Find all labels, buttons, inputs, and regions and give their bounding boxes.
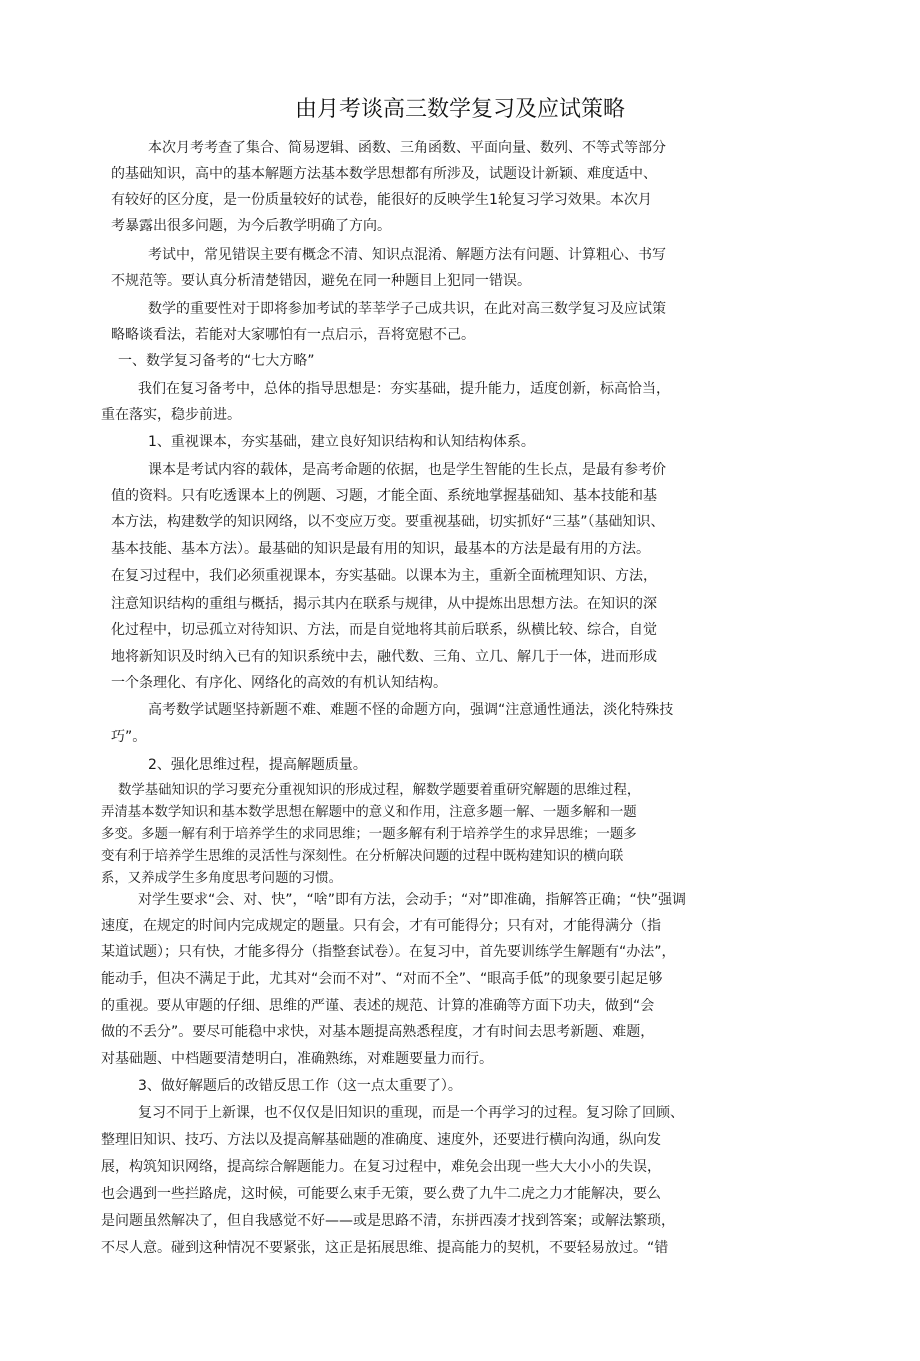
text-line: 课本是考试内容的载体，是高考命题的依据，也是学生智能的生长点，是最有参考价 bbox=[148, 462, 666, 478]
text-line: 高考数学试题坚持新题不难、难题不怪的命题方向，强调“注意通性通法，淡化特殊技 bbox=[148, 702, 674, 718]
text-line: 略略谈看法，若能对大家哪怕有一点启示，吾将宽慰不己。 bbox=[111, 327, 475, 343]
text-line: 基本技能、基本方法）。最基础的知识是最有用的知识，最基本的方法是最有用的方法。 bbox=[111, 541, 650, 557]
page-title: 由月考谈高三数学复习及应试策略 bbox=[294, 97, 625, 122]
text-line: 本次月考考查了集合、简易逻辑、函数、三角函数、平面向量、数列、不等式等部分 bbox=[148, 140, 666, 156]
text-line: 数学基础知识的学习要充分重视知识的形成过程，解数学题要着重研究解题的思维过程， bbox=[118, 783, 641, 798]
section-heading: 一、数学复习备考的“七大方略” bbox=[118, 353, 315, 369]
text-line: 本方法，构建数学的知识网络，以不变应万变。要重视基础，切实抓好“三基”（基础知识、 bbox=[111, 514, 665, 530]
text-line: 能动手，但决不满足于此，尤其对“会而不对”、“对而不全”、“眼高手低”的现象要引起足够 bbox=[101, 971, 663, 987]
text-line: 变有利于培养学生思维的灵活性与深刻性。在分析解决问题的过程中既构建知识的横向联 bbox=[101, 849, 624, 864]
text-line: 注意知识结构的重组与概括，揭示其内在联系与规律，从中提炼出思想方法。在知识的深 bbox=[111, 596, 657, 612]
text-line: 也会遇到一些拦路虎，这时候，可能要么束手无策，要么费了九牛二虎之力才能解决，要么 bbox=[101, 1186, 661, 1202]
text-line: 复习不同于上新课，也不仅仅是旧知识的重现，而是一个再学习的过程。复习除了回顾、 bbox=[138, 1105, 684, 1121]
text-line: 的基础知识，高中的基本解题方法基本数学思想都有所涉及，试题设计新颖、难度适中、 bbox=[111, 166, 657, 182]
text-line: 考暴露出很多问题，为今后教学明确了方向。 bbox=[111, 218, 391, 234]
text-line: 某道试题）；只有快，才能多得分（指整套试卷）。在复习中，首先要训练学生解题有“办法”， bbox=[101, 944, 676, 960]
text-line: 一个条理化、有序化、网络化的高效的有机认知结构。 bbox=[111, 675, 447, 691]
text-line: 地将新知识及时纳入已有的知识系统中去，融代数、三角、立几、解几于一体，进而形成 bbox=[111, 649, 657, 665]
subsection-heading: 1、重视课本，夯实基础，建立良好知识结构和认知结构体系。 bbox=[148, 434, 535, 450]
text-line: 巧”。 bbox=[111, 729, 147, 745]
text-line: 值的资料。只有吃透课本上的例题、习题，才能全面、系统地掌握基础知、基本技能和基 bbox=[111, 488, 657, 504]
text-line: 考试中，常见错误主要有概念不清、知识点混淆、解题方法有问题、计算粗心、书写 bbox=[148, 247, 666, 263]
text-line: 对基础题、中档题要清楚明白，准确熟练，对难题要量力而行。 bbox=[101, 1051, 493, 1067]
text-line: 有较好的区分度，是一份质量较好的试卷，能很好的反映学生1轮复习学习效果。本次月 bbox=[111, 192, 652, 208]
text-line: 多变。多题一解有利于培养学生的求同思维；一题多解有利于培养学生的求异思维；一题多 bbox=[101, 827, 637, 842]
text-line: 数学的重要性对于即将参加考试的莘莘学子己成共识，在此对高三数学复习及应试策 bbox=[148, 301, 666, 317]
subsection-heading: 2、强化思维过程，提高解题质量。 bbox=[148, 757, 367, 773]
text-line: 在复习过程中，我们必须重视课本，夯实基础。以课本为主，重新全面梳理知识、方法， bbox=[111, 568, 657, 584]
text-line: 是问题虽然解决了，但自我感觉不好——或是思路不清，东拼西凑才找到答案；或解法繁琐， bbox=[101, 1213, 675, 1229]
text-line: 做的不丢分”。要尽可能稳中求快，对基本题提高熟悉程度，才有时间去思考新题、难题， bbox=[101, 1024, 655, 1040]
text-line: 系，又养成学生多角度思考问题的习惯。 bbox=[101, 871, 343, 886]
text-line: 我们在复习备考中，总体的指导思想是：夯实基础，提升能力，适度创新，标高恰当， bbox=[138, 381, 670, 397]
text-line: 对学生要求“会、对、快”，“啥”即有方法，会动手；“对”即准确，指解答正确；“快”强调 bbox=[138, 892, 687, 908]
text-line: 化过程中，切忌孤立对待知识、方法，而是自觉地将其前后联系，纵横比较、综合，自觉 bbox=[111, 622, 657, 638]
text-line: 不尽人意。碰到这种情况不要紧张，这正是拓展思维、提高能力的契机，不要轻易放过。“错 bbox=[101, 1240, 669, 1256]
text-line: 弄清基本数学知识和基本数学思想在解题中的意义和作用，注意多题一解、一题多解和一题 bbox=[101, 805, 637, 820]
text-line: 的重视。要从审题的仔细、思维的严谨、表述的规范、计算的准确等方面下功夫，做到“会 bbox=[101, 998, 655, 1014]
subsection-heading: 3、做好解题后的改错反思工作（这一点太重要了）。 bbox=[138, 1078, 462, 1094]
text-line: 重在落实，稳步前进。 bbox=[101, 407, 241, 423]
text-line: 不规范等。要认真分析清楚错因，避免在同一种题目上犯同一错误。 bbox=[111, 273, 531, 289]
text-line: 整理旧知识、技巧、方法以及提高解基础题的准确度、速度外，还要进行横向沟通，纵向发 bbox=[101, 1132, 661, 1148]
text-line: 展，构筑知识网络，提高综合解题能力。在复习过程中，难免会出现一些大大小小的失误， bbox=[101, 1159, 661, 1175]
text-line: 速度，在规定的时间内完成规定的题量。只有会，才有可能得分；只有对，才能得满分（指 bbox=[101, 918, 661, 934]
